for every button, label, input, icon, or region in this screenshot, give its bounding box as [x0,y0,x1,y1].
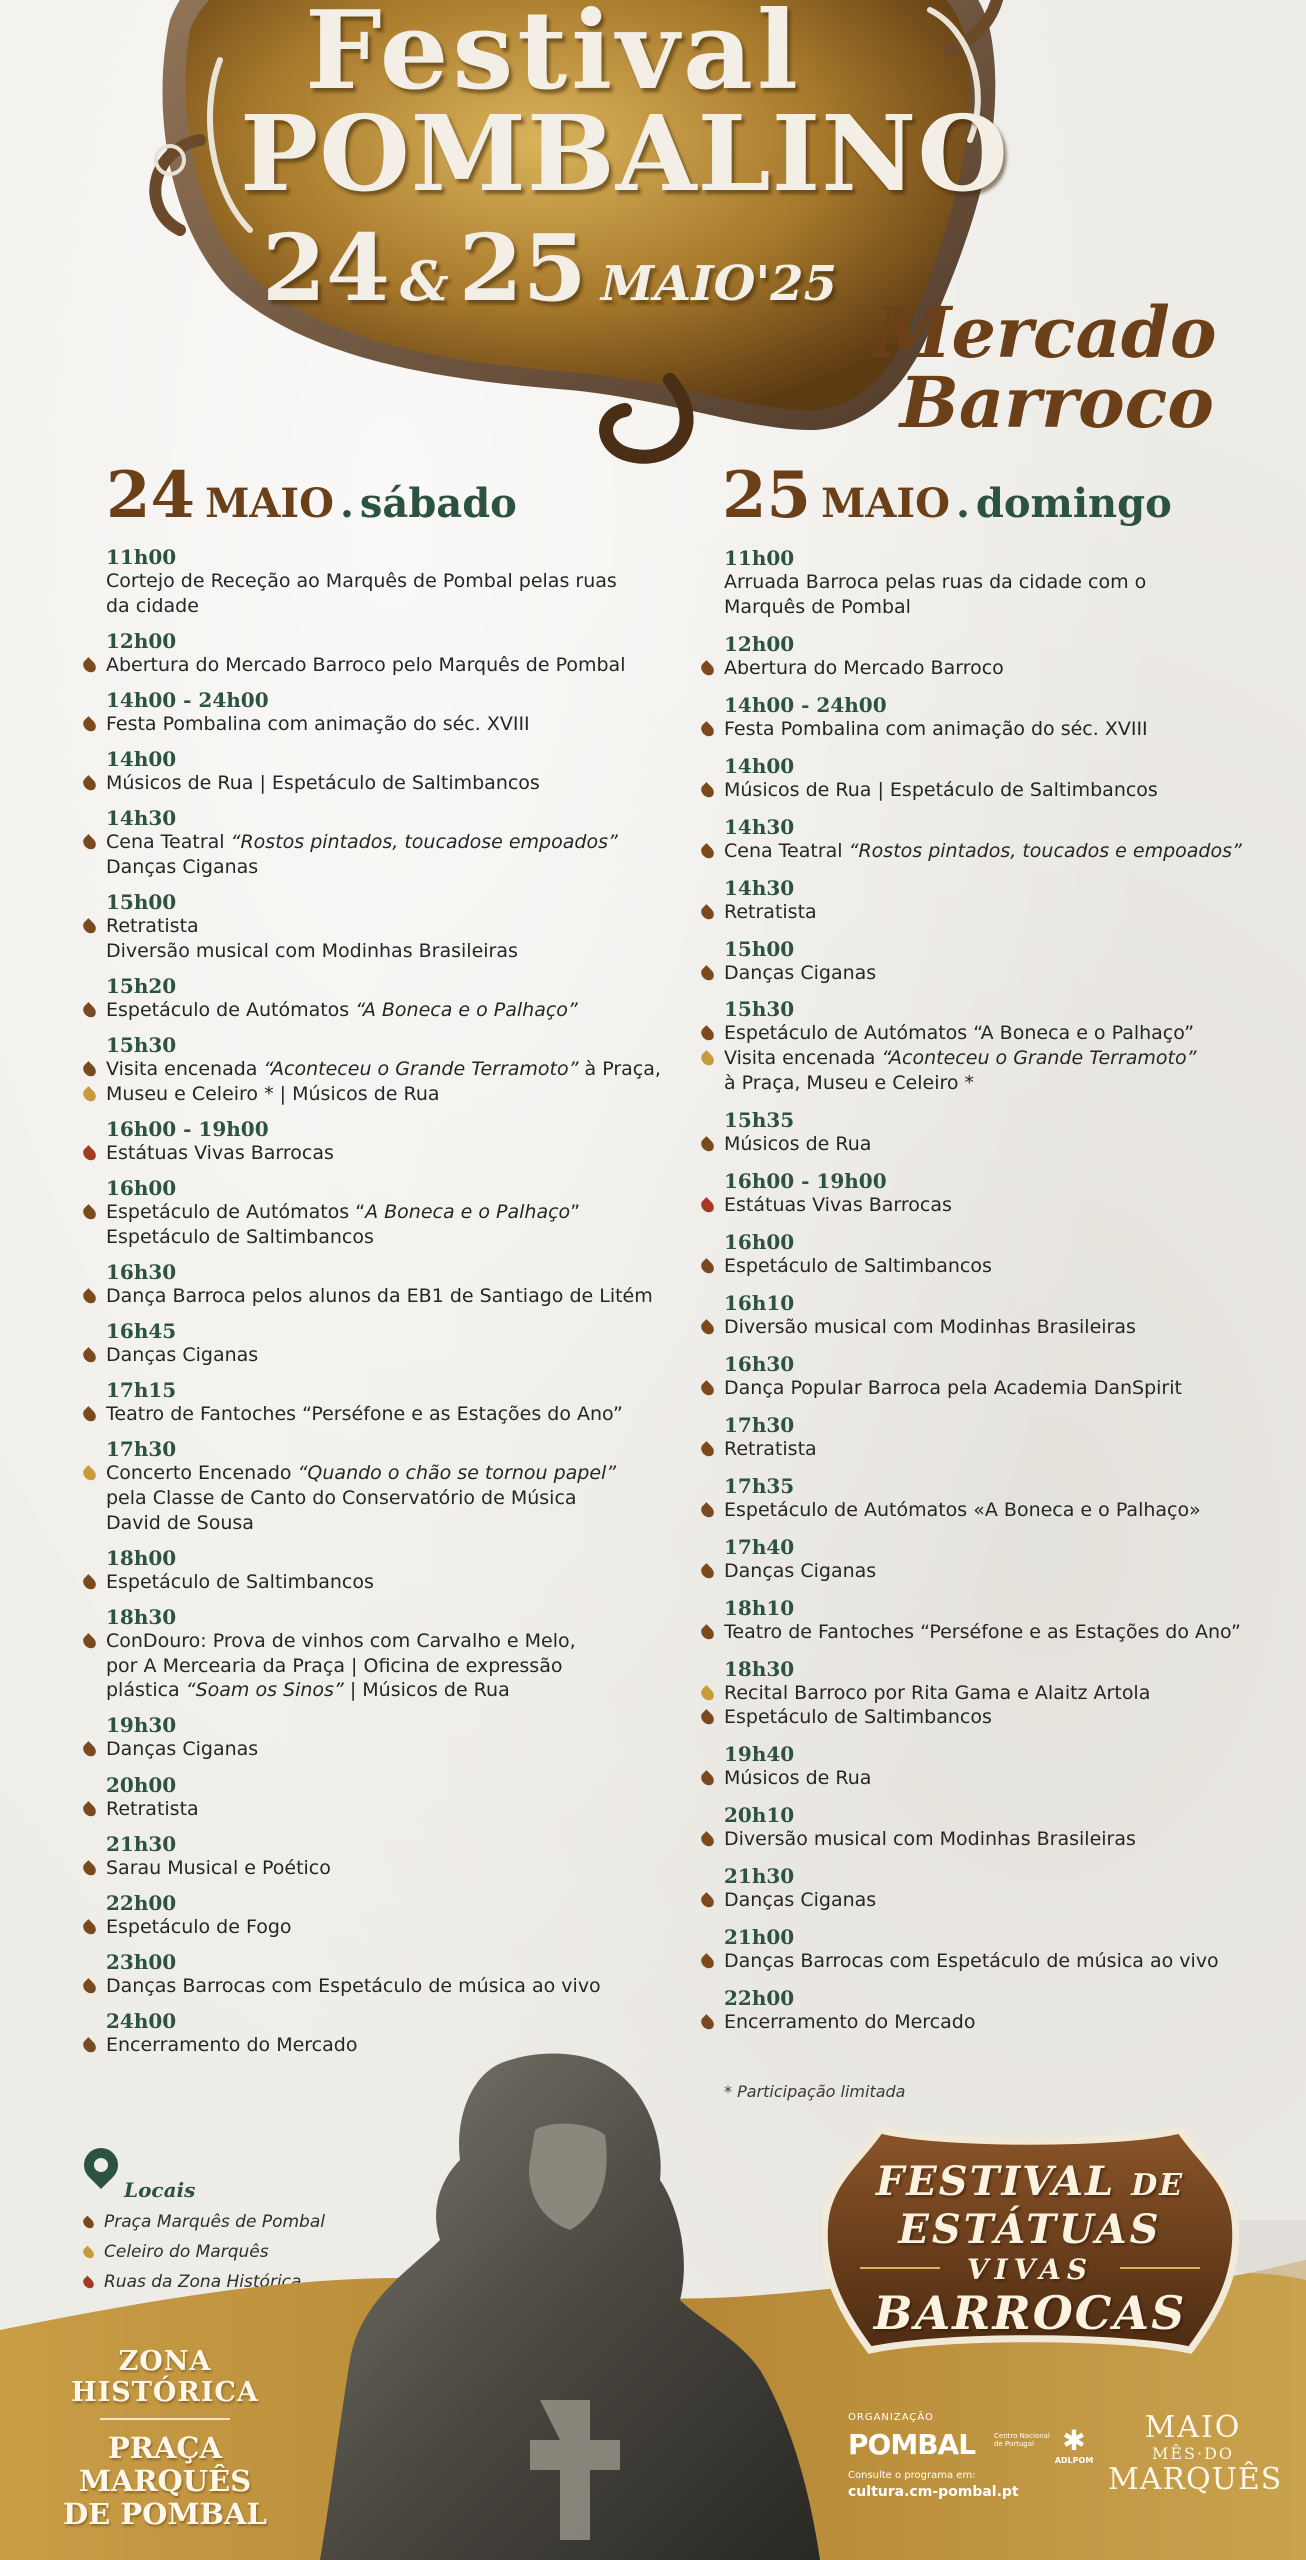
badge-line-1 [820,2160,1240,2208]
schedule-activity [724,1949,1264,1974]
schedule-activity [106,569,666,594]
activity-title: A Boneca e o Palhaço [365,1201,571,1224]
schedule-time: 20h10 [724,1803,795,1828]
schedule-item [724,1291,1264,1340]
schedule-item [106,1950,666,1999]
badge-line-2: ESTÁTUAS [898,2206,1162,2253]
schedule-item [724,546,1264,619]
schedule-item [724,1230,1264,1279]
schedule-time: 18h30 [106,1604,177,1629]
zona-historica-label [20,2346,310,2531]
activity-text: Arruada Barroca pelas ruas da cidade com o [724,571,1147,593]
schedule-time: 21h30 [106,1831,177,1856]
activity-text: Visita encenada [106,1058,264,1081]
schedule-activity [724,717,1264,742]
schedule-activity [106,1141,666,1166]
schedule-item [724,1803,1264,1852]
activity-text: Festa Pombalina com animação do séc. XVIII [106,712,530,735]
schedule-time: 15h35 [724,1107,795,1132]
schedule-activity [724,1193,1264,1218]
cultura-url-link[interactable]: cultura.cm-pombal.pt [848,2484,1019,2500]
schedule-item [106,1546,666,1595]
schedule-activity [106,1856,666,1881]
date-year: '25 [755,256,837,312]
schedule-item [724,1413,1264,1462]
day-header-sunday [722,458,1172,533]
activity-text: Cena Teatral [106,831,231,854]
adlpom-star-icon: ✱ [1062,2424,1086,2457]
locais-item-label: Celeiro do Marquês [104,2242,269,2262]
activity-title: “Rostos pintados, toucadose empoados” [230,831,618,854]
schedule-item [106,1176,666,1249]
schedule-activity [106,1343,666,1368]
activity-text: Diversão musical com Modinhas Brasileiras [724,1315,1136,1338]
activity-text: Danças Ciganas [724,1889,877,1912]
festival-dates [262,214,862,322]
zona-line-2: PRAÇA MARQUÊS [78,2431,252,2498]
schedule-activity [106,1737,666,1762]
schedule-item [106,974,666,1023]
activity-title: “Aconteceu o Grande Terramoto” [881,1047,1197,1070]
schedule-activity [724,839,1264,864]
schedule-item [724,632,1264,681]
activity-title: “Aconteceu o Grande Terramoto” [263,1058,579,1081]
activity-text: Danças Ciganas [724,961,877,984]
activity-text: Danças Ciganas [106,855,259,878]
activity-text: Danças Ciganas [106,1344,259,1367]
schedule-item [106,629,666,678]
zona-line-3: DE POMBAL [63,2497,267,2531]
activity-text: Espetáculo de Autómatos «A Boneca e o Palhaço» [724,1498,1201,1521]
activity-text: pela Classe de Canto do Conservatório de Música [106,1487,577,1509]
schedule-time: 18h00 [106,1545,177,1570]
activity-text: | Músicos de Rua [343,1679,510,1702]
schedule-time: 17h35 [724,1473,795,1498]
schedule-item [106,890,666,963]
adlpom-logo [1052,2426,1096,2465]
date-month: MAIO [600,256,756,312]
schedule-item [106,1605,666,1703]
badge-festival: FESTIVAL [875,2158,1116,2205]
activity-text: por A Mercearia da Praça | Oficina de expressão [106,1654,563,1677]
schedule-activity [106,855,666,880]
mercado-word: Mercado [874,291,1217,374]
schedule-time: 23h00 [106,1950,177,1975]
schedule-time: 21h30 [724,1864,795,1889]
schedule-activity [106,1225,666,1250]
activity-text: Retratista [724,1437,817,1460]
activity-text: da cidade [106,594,199,617]
schedule-time: 15h30 [724,997,795,1022]
schedule-item [106,1832,666,1881]
activity-text: Retratista [106,1797,199,1820]
schedule-item [724,1535,1264,1584]
schedule-activity [106,1284,666,1309]
zona-line-1: ZONA HISTÓRICA [71,2346,259,2408]
activity-text: Músicos de Rua [724,1132,872,1155]
schedule-time: 11h00 [106,545,177,569]
schedule-item [724,693,1264,742]
activity-text: Danças Barrocas com Espetáculo de música ao vivo [724,1950,1219,1973]
schedule-time: 15h20 [106,973,177,998]
schedule-time: 16h10 [724,1290,795,1315]
activity-text: Dança Barroca pelos alunos da EB1 de Santiago de Litém [106,1284,653,1307]
schedule-activity [724,595,1264,620]
schedule-time: 19h40 [724,1742,795,1767]
schedule-item [106,1437,666,1535]
schedule-activity [724,1071,1264,1096]
schedule-item [106,747,666,796]
pombalino-title: POMBALINO [240,92,1009,215]
day-weekday: sábado [359,480,517,527]
schedule-item [106,545,666,618]
activity-text: à Praça, [578,1058,661,1081]
schedule-item [724,754,1264,803]
schedule-time: 22h00 [106,1890,177,1915]
schedule-activity [106,1915,666,1940]
schedule-item [724,1352,1264,1401]
activity-text: Espetáculo de Fogo [106,1915,292,1938]
activity-text: Danças Ciganas [724,1559,877,1582]
schedule-activity [106,830,666,855]
schedule-activity [106,1402,666,1427]
schedule-time: 14h30 [106,806,177,831]
activity-text: ” [570,1201,581,1224]
schedule-activity [724,1376,1264,1401]
schedule-item [106,1117,666,1166]
schedule-item [106,1319,666,1368]
pombal-logo-subtitle: Centro Nacional de Portugal [994,2432,1050,2448]
activity-text: Espetáculo de Autómatos “A Boneca e o Palhaço” [724,1022,1195,1045]
activity-text: Danças Barrocas com Espetáculo de música ao vivo [106,1975,601,1998]
activity-text: Danças Ciganas [106,1738,259,1761]
schedule-activity [106,594,666,619]
activity-text: Teatro de Fantoches “Perséfone e as Estações do Ano” [106,1403,623,1426]
schedule-time: 16h00 - 19h00 [106,1116,269,1141]
day-month: MAIO [205,480,334,527]
schedule-time: 17h30 [724,1412,795,1437]
schedule-activity [106,1486,666,1511]
locais-title: Locais [124,2178,196,2202]
schedule-sunday [724,546,1264,2047]
activity-text: Marquês de Pombal [724,595,911,618]
activity-text: Estátuas Vivas Barrocas [724,1193,952,1216]
schedule-time: 17h15 [106,1378,177,1403]
schedule-time: 12h00 [724,631,795,656]
activity-text: Cortejo de Receção ao Marquês de Pombal pelas ruas [106,570,617,592]
schedule-time: 14h00 - 24h00 [106,687,269,712]
activity-text: à Praça, Museu e Celeiro * [724,1071,975,1094]
schedule-item [724,1925,1264,1974]
marques-statue-image [320,2040,840,2560]
activity-text: Espetáculo de Autómatos [106,998,356,1021]
schedule-activity [106,1797,666,1822]
maio-logo-line-3: MARQUÊS [1108,2462,1283,2497]
schedule-time: 16h30 [106,1259,177,1284]
activity-title: “Quando o chão se tornou papel” [297,1462,617,1485]
schedule-item [724,815,1264,864]
badge-line-3: VIVAS [966,2253,1094,2286]
schedule-activity [724,1766,1264,1791]
schedule-item [724,937,1264,986]
schedule-activity [724,1888,1264,1913]
activity-text: Espetáculo de Saltimbancos [724,1254,992,1277]
activity-text: Concerto Encenado [106,1462,298,1485]
activity-text: Visita encenada [724,1047,882,1070]
schedule-time: 15h00 [106,890,177,915]
badge-line-4: BARROCAS [873,2286,1187,2340]
activity-text: Espetáculo de Saltimbancos [724,1706,992,1729]
mercado-barroco-title [874,291,1217,444]
activity-text: Estátuas Vivas Barrocas [106,1141,334,1164]
schedule-time: 17h30 [106,1437,177,1462]
activity-text: Retratista [724,900,817,923]
schedule-activity [106,1974,666,1999]
activity-text: Diversão musical com Modinhas Brasileiras [106,939,518,962]
badge-de: DE [1131,2168,1185,2203]
schedule-time: 18h30 [724,1656,795,1681]
schedule-activity [724,1620,1264,1645]
schedule-time: 20h00 [106,1772,177,1797]
activity-text: Músicos de Rua [724,1767,872,1790]
activity-text: Abertura do Mercado Barroco [724,656,1004,679]
schedule-time: 18h10 [724,1595,795,1620]
schedule-item [106,1378,666,1427]
schedule-activity [106,1511,666,1536]
schedule-activity [724,1705,1264,1730]
activity-text: Recital Barroco por Rita Gama e Alaitz Artola [724,1681,1151,1704]
schedule-time: 16h30 [724,1351,795,1376]
schedule-time: 12h00 [106,628,177,653]
schedule-item [724,1742,1264,1791]
schedule-activity [106,1570,666,1595]
activity-text: Museu e Celeiro * | Músicos de Rua [106,1082,440,1105]
schedule-item [724,1474,1264,1523]
day-number: 24 [106,458,196,533]
schedule-activity [106,1200,666,1225]
schedule-time: 11h00 [724,546,795,570]
schedule-activity [724,1132,1264,1157]
schedule-activity [106,712,666,737]
activity-text: Espetáculo de Saltimbancos [106,1570,374,1593]
schedule-activity [106,939,666,964]
schedule-activity [724,1559,1264,1584]
schedule-activity [724,570,1264,595]
schedule-time: 16h00 [724,1229,795,1254]
schedule-item [106,1773,666,1822]
schedule-time: 14h30 [724,814,795,839]
activity-text: Espetáculo de Autómatos “ [106,1201,366,1224]
activity-text: Diversão musical com Modinhas Brasileiras [724,1828,1136,1851]
schedule-item [724,1986,1264,2035]
schedule-activity [106,1082,666,1107]
schedule-saturday [106,545,666,2068]
schedule-activity [724,656,1264,681]
schedule-item [106,1891,666,1940]
schedule-item [724,1864,1264,1913]
schedule-item [106,1260,666,1309]
barroco-word: Barroco [899,361,1214,444]
activity-text: Sarau Musical e Poético [106,1856,331,1879]
schedule-activity [106,1654,666,1679]
activity-text: Encerramento do Mercado [724,2011,976,2034]
activity-text: Dança Popular Barroca pela Academia DanSpirit [724,1376,1182,1399]
pombal-logo: POMBAL [848,2428,976,2461]
locais-item-label: Praça Marquês de Pombal [104,2212,325,2232]
schedule-activity [724,1021,1264,1046]
schedule-item [724,876,1264,925]
activity-title: “Rostos pintados, toucados e empoados” [848,839,1242,862]
festival-title: Festival [305,0,802,114]
schedule-activity [724,1254,1264,1279]
activity-text: Retratista [106,915,199,938]
schedule-time: 16h00 - 19h00 [724,1168,887,1193]
activity-title: “Soam os Sinos” [185,1679,344,1702]
schedule-item [724,1108,1264,1157]
schedule-item [724,1169,1264,1218]
schedule-activity [724,2010,1264,2035]
zona-divider [100,2418,230,2420]
activity-text: David de Sousa [106,1511,254,1534]
maio-logo-line-1: MAIO [1144,2410,1242,2445]
maio-mes-do-marques-logo [1108,2410,1283,2497]
schedule-time: 16h00 [106,1176,177,1201]
schedule-activity [724,1681,1264,1706]
consulte-label: Consulte o programa em: [848,2470,976,2481]
schedule-time: 14h00 [106,747,177,772]
date-day-2: 25 [458,214,587,322]
activity-text: Cena Teatral [724,839,849,862]
schedule-item [724,1657,1264,1730]
activity-text: Músicos de Rua | Espetáculo de Saltimbancos [724,778,1158,801]
adlpom-label: ADLPOM [1054,2456,1094,2465]
activity-text: Festa Pombalina com animação do séc. XVIII [724,717,1148,740]
organizacao-label: ORGANIZAÇÃO [848,2412,934,2423]
activity-text: Espetáculo de Saltimbancos [106,1225,374,1248]
locais-item-label: Ruas da Zona Histórica [104,2272,302,2292]
schedule-activity [106,998,666,1023]
schedule-time: 24h00 [106,2009,177,2034]
activity-text: Encerramento do Mercado [106,2034,358,2057]
limited-participation-note: * Participação limitada [724,2082,906,2101]
schedule-activity [724,1437,1264,1462]
day-dot: . [955,480,970,527]
schedule-activity [106,1678,666,1703]
day-number: 25 [722,458,812,533]
maio-logo-line-2: MÊS·DO [1151,2444,1235,2463]
activity-text: plástica [106,1679,186,1702]
schedule-activity [106,914,666,939]
day-dot: . [339,480,354,527]
schedule-activity [724,1498,1264,1523]
schedule-time: 16h45 [106,1319,177,1344]
schedule-item [106,1713,666,1762]
activity-title: “A Boneca e o Palhaço” [355,998,578,1021]
schedule-time: 14h30 [724,875,795,900]
schedule-activity [106,1629,666,1654]
date-ampersand: & [400,249,449,313]
schedule-activity [724,900,1264,925]
schedule-time: 14h00 [724,753,795,778]
activity-text: Teatro de Fantoches “Perséfone e as Estações do Ano” [724,1620,1241,1643]
schedule-item [724,1596,1264,1645]
day-month: MAIO [821,480,950,527]
schedule-time: 21h00 [724,1925,795,1950]
schedule-activity [106,771,666,796]
schedule-time: 15h30 [106,1033,177,1058]
schedule-time: 14h00 - 24h00 [724,692,887,717]
schedule-item [106,806,666,879]
schedule-time: 22h00 [724,1986,795,2011]
schedule-activity [724,961,1264,986]
schedule-item [106,1033,666,1106]
schedule-activity [106,653,666,678]
schedule-activity [724,778,1264,803]
schedule-activity [724,1827,1264,1852]
schedule-activity [724,1315,1264,1340]
activity-text: Abertura do Mercado Barroco pelo Marquês de Pombal [106,653,626,676]
estatuas-badge-text [820,2160,1240,2338]
day-weekday: domingo [975,480,1172,527]
schedule-item [106,688,666,737]
day-header-saturday [106,458,517,533]
schedule-item [724,997,1264,1095]
schedule-time: 15h00 [724,936,795,961]
activity-text: Músicos de Rua | Espetáculo de Saltimbancos [106,772,540,795]
schedule-time: 17h40 [724,1534,795,1559]
schedule-activity [106,1461,666,1486]
schedule-time: 19h30 [106,1713,177,1738]
activity-text: ConDouro: Prova de vinhos com Carvalho e Melo, [106,1629,576,1652]
date-day-1: 24 [262,214,391,322]
schedule-activity [106,1057,666,1082]
schedule-activity [724,1046,1264,1071]
